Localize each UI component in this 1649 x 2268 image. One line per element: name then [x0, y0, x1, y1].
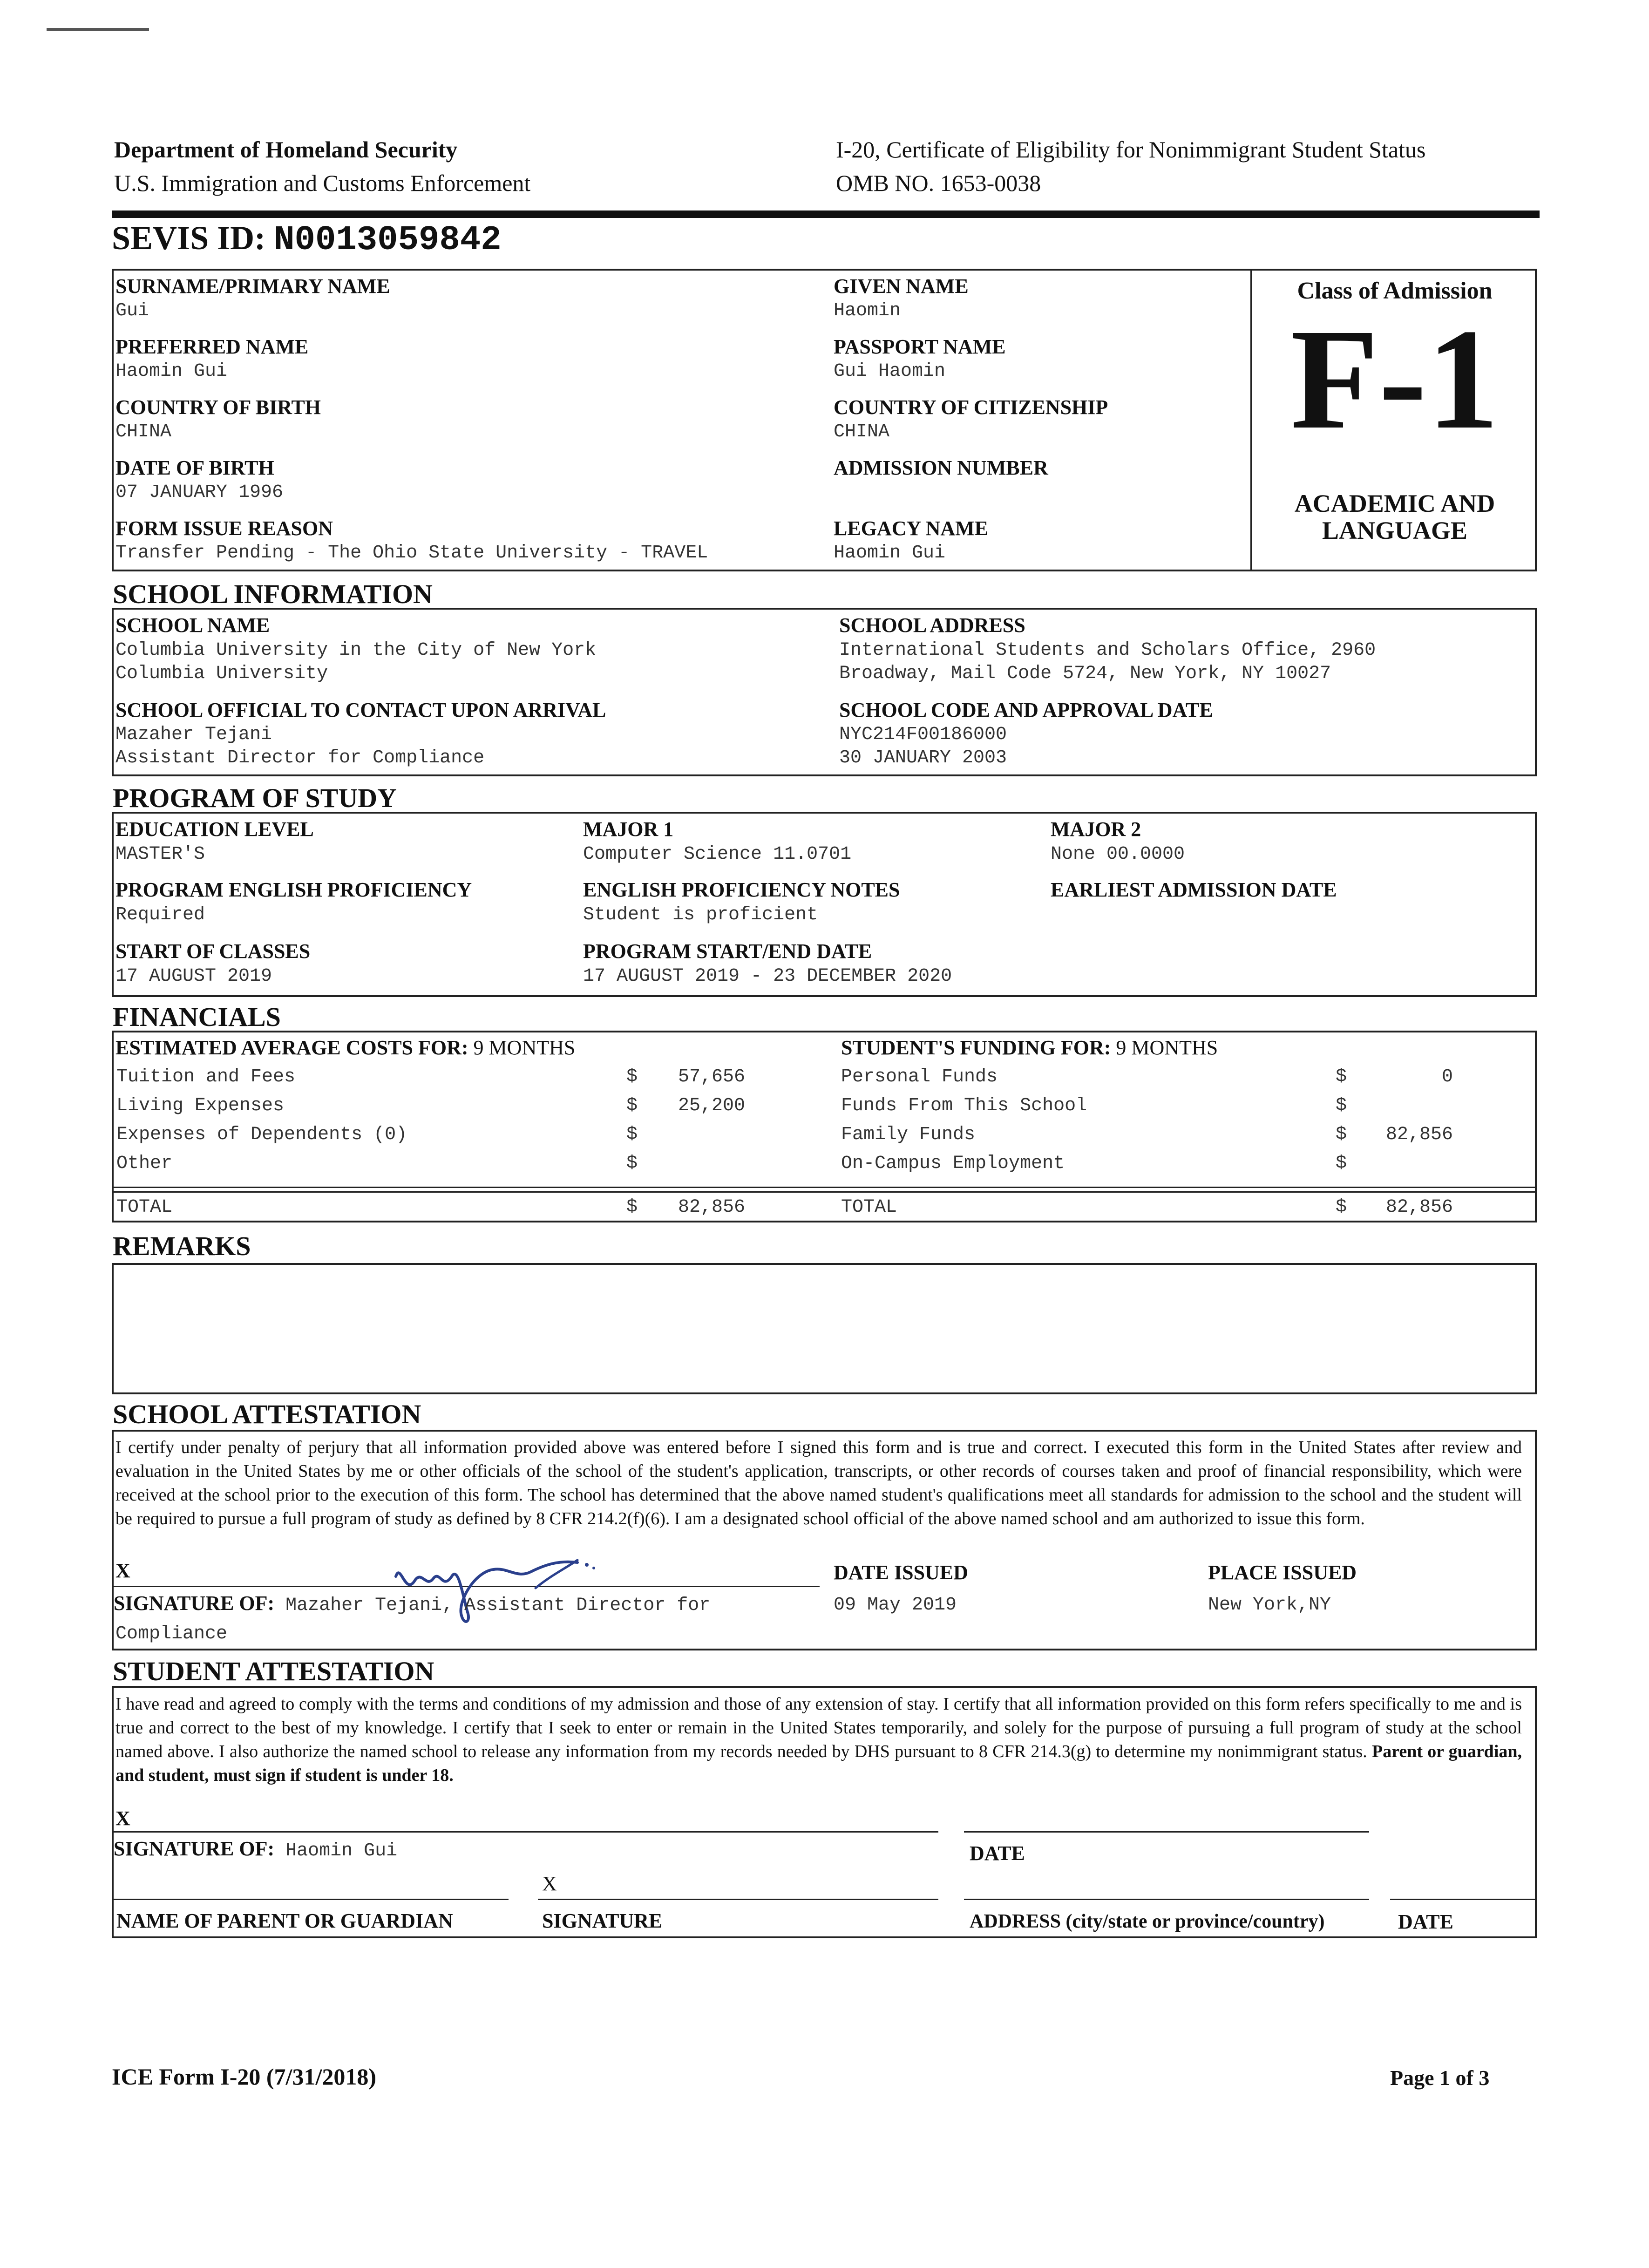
school-code-value: NYC214F00186000: [839, 724, 1007, 745]
student-signature-line: [112, 1831, 938, 1833]
school-attestation-text: I certify under penalty of perjury that all information provided above was entered before I signed this form and is true and correct. I executed this form in the United States after review and evaluation in the United States by me or other officials of the school of the student's application, transcripts, or other records of courses taken and proof of financial responsibility, which were received at the school prior to the execution of this form. The school has determined that the above named student's qualifications meet all standards for admission to the school and the student will be required to pursue a full program of study as defined by 8 CFR 214.2(f)(6). I am a designated school official of the above named school and am authorized to issue this form.: [115, 1438, 1522, 1528]
surname-label: SURNAME/PRIMARY NAME: [115, 275, 390, 298]
student-attestation-heading: STUDENT ATTESTATION: [113, 1656, 434, 1686]
given-name-value: Haomin: [834, 300, 901, 321]
school-information-heading: SCHOOL INFORMATION: [113, 579, 433, 609]
passport-name-label: PASSPORT NAME: [834, 335, 1006, 358]
funding-amount-2: 82,856: [1385, 1124, 1453, 1145]
funding-cur-0: $: [1336, 1066, 1347, 1087]
start-of-classes-label: START OF CLASSES: [115, 940, 311, 963]
education-level-value: MASTER'S: [115, 844, 205, 865]
header-rule: [112, 211, 1540, 218]
school-code-label: SCHOOL CODE AND APPROVAL DATE: [839, 699, 1213, 721]
funding-total-cur: $: [1336, 1197, 1347, 1218]
form-title: I-20, Certificate of Eligibility for Nonimmigrant Student Status: [836, 136, 1426, 163]
student-signature-x: X: [115, 1807, 130, 1830]
surname-value: Gui: [115, 300, 149, 321]
funding-cur-3: $: [1336, 1153, 1347, 1174]
form-issue-reason-label: FORM ISSUE REASON: [115, 517, 333, 540]
financials-total-rule-2: [112, 1191, 1537, 1193]
school-official-title: Assistant Director for Compliance: [115, 747, 485, 768]
omb-number: OMB NO. 1653-0038: [836, 170, 1041, 196]
cost-item-3: Other: [116, 1153, 173, 1174]
parent-address-label: ADDRESS (city/state or province/country): [970, 1911, 1325, 1932]
funding-header-label: STUDENT'S FUNDING FOR:: [841, 1036, 1111, 1059]
funding-item-1: Funds From This School: [841, 1095, 1087, 1116]
legacy-name-label: LEGACY NAME: [834, 517, 989, 540]
footer-form-id: ICE Form I-20 (7/31/2018): [112, 2064, 376, 2090]
school-attestation-heading: SCHOOL ATTESTATION: [113, 1399, 421, 1429]
student-signature-of: [114, 1837, 397, 1863]
sevis-id: [112, 219, 502, 260]
class-of-admission-code: F-1: [1290, 299, 1499, 459]
costs-total-label: TOTAL: [116, 1197, 173, 1218]
date-of-birth-value: 07 JANUARY 1996: [115, 482, 284, 503]
agency-title: Department of Homeland Security: [114, 136, 458, 163]
corner-mark: [47, 28, 149, 31]
class-divider: [1250, 269, 1252, 571]
parent-name-line: [112, 1899, 509, 1900]
major-2-label: MAJOR 2: [1051, 818, 1141, 841]
sub-agency: U.S. Immigration and Customs Enforcement: [114, 170, 531, 196]
cost-cur-3: $: [626, 1153, 638, 1174]
student-date-line: [964, 1831, 1369, 1833]
school-address-line-1: International Students and Scholars Office, 2960: [839, 640, 1376, 661]
school-official-name: Mazaher Tejani: [115, 724, 272, 745]
cost-amount-0: 57,656: [678, 1066, 745, 1087]
school-official-signature: [382, 1544, 643, 1637]
funding-cur-1: $: [1336, 1095, 1347, 1116]
preferred-name-value: Haomin Gui: [115, 361, 228, 382]
date-issued-label: DATE ISSUED: [834, 1561, 968, 1584]
earliest-admission-label: EARLIEST ADMISSION DATE: [1051, 878, 1337, 901]
parent-signature-label: SIGNATURE: [542, 1909, 663, 1932]
cost-item-2: Expenses of Dependents (0): [116, 1124, 407, 1145]
student-attestation-text: [115, 1692, 1522, 1787]
sevis-id-label: SEVIS ID:: [112, 219, 266, 257]
major-2-value: None 00.0000: [1051, 844, 1185, 865]
sevis-id-value: N0013059842: [274, 221, 502, 260]
cost-amount-1: 25,200: [678, 1095, 745, 1116]
education-level-label: EDUCATION LEVEL: [115, 818, 314, 841]
form-issue-reason-value: Transfer Pending - The Ohio State University - TRAVEL: [115, 543, 708, 564]
legacy-name-value: Haomin Gui: [834, 543, 946, 564]
funding-item-0: Personal Funds: [841, 1066, 998, 1087]
parent-name-label: NAME OF PARENT OR GUARDIAN: [116, 1909, 453, 1932]
school-address-label: SCHOOL ADDRESS: [839, 614, 1025, 637]
major-1-value: Computer Science 11.0701: [583, 844, 852, 865]
school-signature-of: [114, 1592, 710, 1617]
funding-item-2: Family Funds: [841, 1124, 976, 1145]
english-proficiency-value: Required: [115, 904, 205, 925]
student-attestation-body: I have read and agreed to comply with the terms and conditions of my admission and those of any extension of stay. I certify that all information provided on this form refers specifically to me and is true and correct to the best of my knowledge. I certify that I seek to enter or remain in the United States temporarily, and solely for the purpose of pursuing a full program of study at the school named above. I also authorize the named school to release any information from my records needed by DHS pursuant to 8 CFR 214.3(g) to determine my nonimmigrant status.: [115, 1694, 1522, 1761]
funding-total-value: 82,856: [1385, 1197, 1453, 1218]
class-of-admission-desc-1: ACADEMIC AND: [1294, 489, 1495, 517]
english-notes-value: Student is proficient: [583, 904, 818, 925]
parent-date-label: DATE: [1398, 1910, 1453, 1933]
parent-date-line: [1390, 1899, 1537, 1900]
program-of-study-heading: PROGRAM OF STUDY: [113, 783, 397, 813]
school-address-line-2: Broadway, Mail Code 5724, New York, NY 10027: [839, 663, 1331, 684]
class-of-admission-desc-2: LANGUAGE: [1322, 516, 1468, 544]
parent-signature-line: [538, 1899, 938, 1900]
school-approval-date: 30 JANUARY 2003: [839, 747, 1007, 768]
country-of-birth-value: CHINA: [115, 421, 172, 442]
footer-page-number: Page 1 of 3: [1390, 2066, 1490, 2090]
funding-total-label: TOTAL: [841, 1197, 897, 1218]
funding-item-3: On-Campus Employment: [841, 1153, 1065, 1174]
date-issued-value: 09 May 2019: [834, 1595, 957, 1616]
english-notes-label: ENGLISH PROFICIENCY NOTES: [583, 878, 900, 901]
school-name-label: SCHOOL NAME: [115, 614, 270, 637]
place-issued-label: PLACE ISSUED: [1208, 1561, 1357, 1584]
remarks-box: [112, 1263, 1537, 1394]
student-date-label: DATE: [970, 1842, 1025, 1865]
cost-cur-0: $: [626, 1066, 638, 1087]
passport-name-value: Gui Haomin: [834, 361, 946, 382]
given-name-label: GIVEN NAME: [834, 275, 969, 298]
school-name-line-1: Columbia University in the City of New York: [115, 640, 597, 661]
funding-header-period: 9 MONTHS: [1111, 1036, 1218, 1059]
costs-total-value: 82,856: [678, 1197, 745, 1218]
cost-item-1: Living Expenses: [116, 1095, 285, 1116]
preferred-name-label: PREFERRED NAME: [115, 335, 309, 358]
financials-heading: FINANCIALS: [113, 1002, 281, 1032]
funding-header: [841, 1036, 1218, 1060]
parent-address-line: [964, 1899, 1369, 1900]
student-signature-of-label: SIGNATURE OF:: [114, 1837, 275, 1860]
program-dates-label: PROGRAM START/END DATE: [583, 940, 872, 963]
cost-cur-2: $: [626, 1124, 638, 1145]
admission-number-label: ADMISSION NUMBER: [834, 456, 1048, 479]
costs-header: [115, 1036, 575, 1060]
country-of-citizenship-label: COUNTRY OF CITIZENSHIP: [834, 396, 1108, 419]
program-dates-value: 17 AUGUST 2019 - 23 DECEMBER 2020: [583, 966, 952, 987]
financials-total-rule-1: [112, 1187, 1537, 1188]
cost-item-0: Tuition and Fees: [116, 1066, 296, 1087]
school-signature-of-label: SIGNATURE OF:: [114, 1592, 275, 1615]
date-of-birth-label: DATE OF BIRTH: [115, 456, 274, 479]
school-official-label: SCHOOL OFFICIAL TO CONTACT UPON ARRIVAL: [115, 699, 606, 721]
costs-header-period: 9 MONTHS: [468, 1036, 576, 1059]
student-attestation-bold: Parent or guardian, and student, must sign if student is under 18.: [115, 1742, 1522, 1785]
funding-cur-2: $: [1336, 1124, 1347, 1145]
major-1-label: MAJOR 1: [583, 818, 674, 841]
cost-cur-1: $: [626, 1095, 638, 1116]
place-issued-value: New York,NY: [1208, 1595, 1331, 1616]
english-proficiency-label: PROGRAM ENGLISH PROFICIENCY: [115, 878, 472, 901]
country-of-citizenship-value: CHINA: [834, 421, 890, 442]
costs-total-cur: $: [626, 1197, 638, 1218]
student-signature-of-name: Haomin Gui: [274, 1840, 398, 1861]
school-signature-of-name: Mazaher Tejani, Assistant Director for: [274, 1595, 711, 1616]
funding-amount-0: 0: [1441, 1066, 1453, 1087]
start-of-classes-value: 17 AUGUST 2019: [115, 966, 272, 987]
school-name-line-2: Columbia University: [115, 663, 328, 684]
school-signature-x: X: [115, 1559, 130, 1582]
class-of-admission-label: Class of Admission: [1297, 278, 1493, 304]
country-of-birth-label: COUNTRY OF BIRTH: [115, 396, 321, 419]
parent-signature-x: X: [542, 1872, 557, 1895]
school-signature-of-line-2: Compliance: [115, 1623, 228, 1644]
remarks-heading: REMARKS: [113, 1231, 251, 1261]
costs-header-label: ESTIMATED AVERAGE COSTS FOR:: [115, 1036, 468, 1059]
